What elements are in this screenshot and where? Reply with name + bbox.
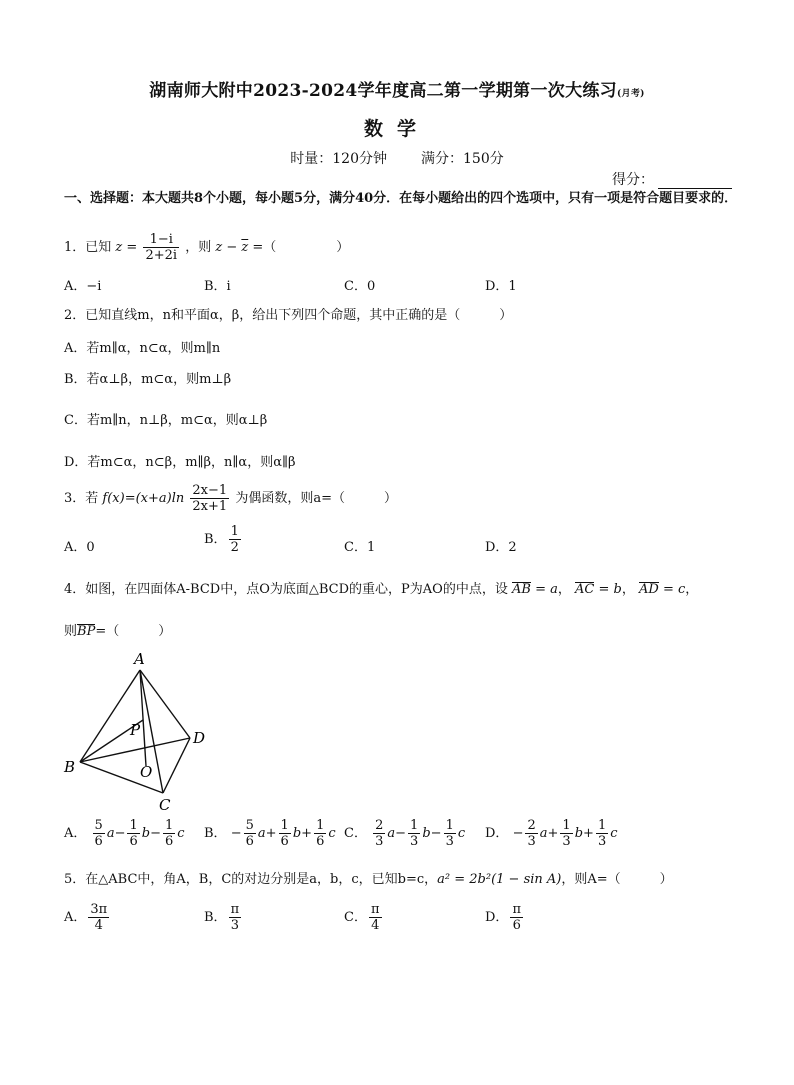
score-blank bbox=[658, 174, 732, 189]
q1-option-b: B．i bbox=[204, 279, 231, 294]
q3-fraction: $\frac{2x-1}{2x+1}$ bbox=[192, 483, 228, 514]
q4-option-a: A． $\frac{5}{6}$ a− $\frac{1}{6}$ b− $\frac{1}{6}$ c bbox=[64, 818, 185, 849]
q5-option-c: C． $\frac{\pi}{4}$ bbox=[344, 902, 380, 933]
q5-formula: a² = 2b²(1 − sin A) bbox=[437, 872, 562, 887]
q1-option-c: C．0 bbox=[344, 279, 376, 294]
q3-option-c: C．1 bbox=[344, 540, 376, 555]
question-4: 4．如图，在四面体A-BCD中，点O为底面△BCD的重心，P为AO的中点，设 AB = a， AC = b， AD = c， bbox=[64, 582, 699, 597]
title-note: (月考) bbox=[616, 89, 645, 99]
question-4-line2: 则BP=（ ） bbox=[64, 624, 172, 639]
label-c: C bbox=[159, 796, 171, 814]
question-5: 5．在△ABC中，角A，B，C的对边分别是a，b，c，已知b=c，a² = 2b²(1 − sin A)，则A=（ ） bbox=[64, 872, 673, 887]
q5-option-d: D． $\frac{\pi}{6}$ bbox=[485, 902, 521, 933]
question-3: 3．若 f(x)=(x+a)ln $\frac{2x-1}{2x+1}$ 为偶函数，则a=（ ） bbox=[64, 483, 397, 514]
edge-cd bbox=[163, 738, 190, 793]
edge-bd bbox=[80, 738, 190, 762]
question-2: 2．已知直线m，n和平面α，β，给出下列四个命题，其中正确的是（ ） bbox=[64, 308, 513, 323]
q1-option-a: A．−i bbox=[64, 279, 102, 294]
score-field: 得分： bbox=[612, 169, 732, 189]
exam-info bbox=[0, 148, 794, 168]
exam-title: 湖南师大附中2023-2024学年度高二第一学期第一次大练习(月考) bbox=[149, 81, 645, 101]
q4-option-c: C． $\frac{2}{3}$ a− $\frac{1}{3}$ b− $\frac{1}{3}$ c bbox=[344, 818, 466, 849]
q1-option-d: D．1 bbox=[485, 279, 517, 294]
label-p: P bbox=[130, 721, 141, 739]
question-1: 1．已知 z = $\frac{1-i}{2+2i}$ ，则 $z - \overline{z}$ =（ ） bbox=[64, 232, 350, 263]
full-score: 满分：150分 bbox=[421, 151, 504, 167]
q2-option-d: D．若m⊂α，n⊂β，m∥β，n∥α，则α∥β bbox=[64, 455, 296, 470]
tetrahedron-figure bbox=[58, 648, 218, 816]
label-b: B bbox=[64, 758, 76, 776]
section-heading: 一、选择题：本大题共8个小题，每小题5分，满分40分．在每小题给出的四个选项中，只有一项是符合题目要求的． bbox=[64, 191, 738, 206]
q3-option-b: B． $\frac{1}{2}$ bbox=[204, 524, 239, 555]
q5-option-a: A． $\frac{3\pi}{4}$ bbox=[64, 902, 108, 933]
q5-option-b: B． $\frac{\pi}{3}$ bbox=[204, 902, 240, 933]
q2-option-b: B．若α⊥β，m⊂α，则m⊥β bbox=[64, 372, 232, 387]
q3-option-d: D．2 bbox=[485, 540, 517, 555]
label-a: A bbox=[134, 650, 145, 668]
time-limit: 时量：120分钟 bbox=[290, 151, 387, 167]
edge-ad bbox=[140, 670, 190, 738]
subject-title: 数学 bbox=[363, 118, 430, 140]
label-o: O bbox=[140, 763, 153, 781]
q4-option-d: D． − $\frac{2}{3}$ a+ $\frac{1}{3}$ b+ $\frac{1}{3}$ c bbox=[485, 818, 618, 849]
edge-ab bbox=[80, 670, 140, 762]
q2-option-a: A．若m∥α，n⊂α，则m∥n bbox=[64, 341, 221, 356]
q1-fraction: $\frac{1-i}{2+2i}$ bbox=[145, 232, 178, 263]
label-d: D bbox=[193, 729, 206, 747]
q4-option-b: B． − $\frac{5}{6}$ a+ $\frac{1}{6}$ b+ $\frac{1}{6}$ c bbox=[204, 818, 336, 849]
q2-option-c: C．若m∥n，n⊥β，m⊂α，则α⊥β bbox=[64, 413, 268, 428]
q3-option-a: A．0 bbox=[64, 540, 95, 555]
